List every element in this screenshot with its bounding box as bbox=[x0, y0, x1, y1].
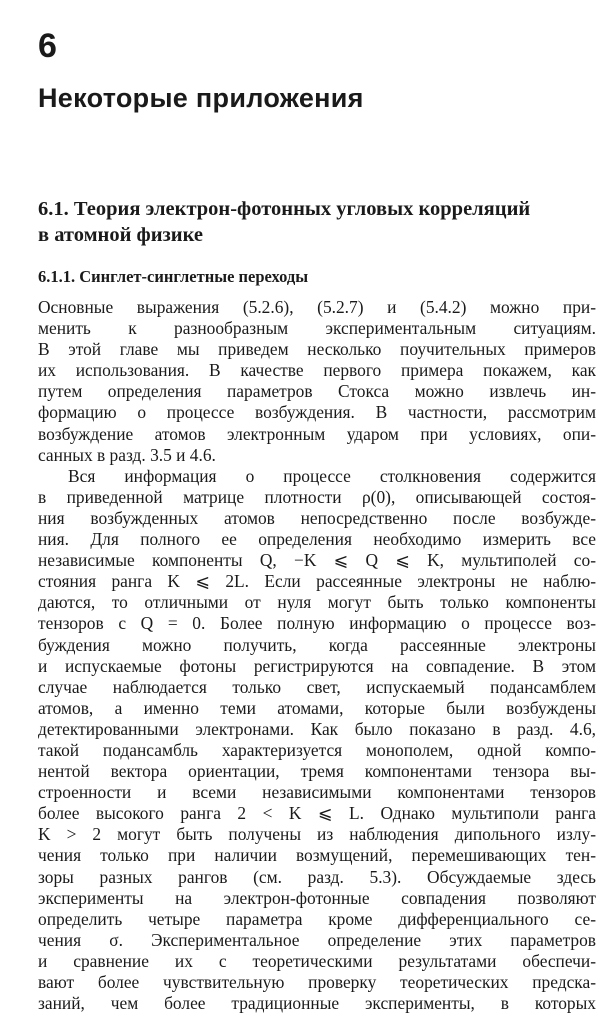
text-line: эксперименты на электрон-фотонные совпадения позволяют bbox=[38, 887, 596, 908]
text-line: чения только при наличии возмущений, перемешивающих тен- bbox=[38, 845, 596, 866]
text-line: Основные выражения (5.2.6), (5.2.7) и (5.4.2) можно при- bbox=[38, 297, 596, 317]
text-line: детектированными электронами. Как было показано в разд. 4.6, bbox=[38, 718, 596, 739]
text-line: буждения можно получить, когда рассеянные электроны bbox=[38, 634, 596, 655]
text-line: независимые компоненты Q, −K ⩽ Q ⩽ K, мультиполей со- bbox=[38, 550, 596, 571]
text-line: путем определения параметров Стокса можно извлечь ин- bbox=[38, 381, 596, 402]
text-line: и испускаемые фотоны регистрируются на совпадение. В этом bbox=[38, 655, 596, 676]
text-line: более высокого ранга 2 < K ⩽ L. Однако мультиполи ранга bbox=[38, 803, 596, 824]
section-heading bbox=[38, 196, 598, 248]
subsection-heading: 6.1.1. Синглет-синглетные переходы bbox=[38, 267, 309, 286]
text-line: такой подансамбль характеризуется монополем, одной компо- bbox=[38, 739, 596, 760]
text-line: В этой главе мы приведем несколько поучительных примеров bbox=[38, 339, 596, 360]
text-line: и сравнение их с теоретическими результатами обеспечи- bbox=[38, 950, 596, 971]
text-line: атомов, а именно теми атомами, которые были возбуждены bbox=[38, 697, 596, 718]
text-line: возбуждение атомов электронным ударом при условиях, опи- bbox=[38, 423, 596, 444]
text-line: Вся информация о процессе столкновения содержится bbox=[68, 465, 596, 486]
text-line: тензоров с Q = 0. Более полную информацию о процессе воз- bbox=[38, 613, 596, 634]
text-line: в приведенной матрице плотности ρ(0), описывающей состоя- bbox=[38, 486, 596, 507]
text-line: случае наблюдается только свет, испускаемый подансамблем bbox=[38, 676, 596, 697]
text-line: зоры разных рангов (см. разд. 5.3). Обсуждаемые здесь bbox=[38, 866, 596, 887]
text-line: формацию о процессе возбуждения. В частности, рассмотрим bbox=[38, 402, 596, 423]
text-line: ния. Для полного ее определения необходимо измерить все bbox=[38, 529, 596, 550]
text-line: их использования. В качестве первого примера покажем, как bbox=[38, 360, 596, 381]
text-line: заний, чем более традиционные эксперименты, в которых bbox=[38, 993, 596, 1014]
text-line: K > 2 могут быть получены из наблюдения дипольного излу- bbox=[38, 824, 596, 845]
section-heading-line-2: в атомной физике bbox=[38, 224, 203, 246]
text-line: менить к разнообразным экспериментальным ситуациям. bbox=[38, 318, 596, 339]
text-line: строенности и всеми независимыми компонентами тензоров bbox=[38, 782, 596, 803]
text-line: определить четыре параметра кроме дифференциального се- bbox=[38, 908, 596, 929]
text-line: чения σ. Экспериментальное определение этих параметров bbox=[38, 929, 596, 950]
body-text bbox=[38, 297, 596, 1014]
text-line: ния возбужденных атомов непосредственно после возбужде- bbox=[38, 507, 596, 528]
text-line: даются, то отличными от нуля могут быть только компоненты bbox=[38, 592, 596, 613]
text-line: вают более чувствительную проверку теоретических предска- bbox=[38, 972, 596, 992]
chapter-title: Некоторые приложения bbox=[38, 83, 364, 113]
text-line: санных в разд. 3.5 и 4.6. bbox=[38, 444, 216, 465]
section-heading-line-1: 6.1. Теория электрон-фотонных угловых корреляций bbox=[38, 198, 531, 220]
chapter-number: 6 bbox=[38, 27, 57, 65]
text-line: стояния ранга K ⩽ 2L. Если рассеянные электроны не наблю- bbox=[38, 571, 596, 592]
text-line: нентой вектора ориентации, тремя компонентами тензора вы- bbox=[38, 761, 596, 782]
